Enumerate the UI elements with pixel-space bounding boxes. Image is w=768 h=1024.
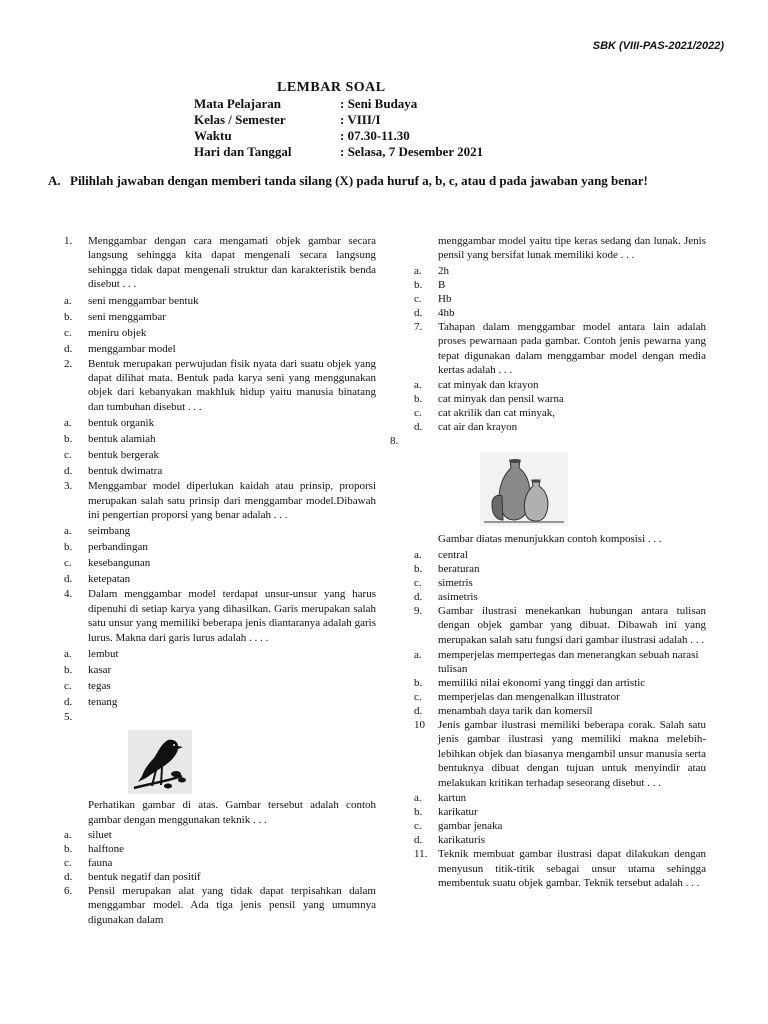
- question-7: [414, 320, 706, 378]
- option-b[interactable]: [64, 309, 376, 325]
- option-text: kasar: [88, 664, 112, 677]
- options-q4: [64, 646, 376, 710]
- option-text: tegas: [88, 680, 111, 693]
- option-letter: c.: [64, 557, 72, 570]
- question-stem: Gambar ilustrasi menekankan hubungan antara tulisan dengan objek gambar yang dibuat. Dibawah ini yang merupakan salah satu fungsi dari gambar ilustrasi adalah . . .: [438, 604, 706, 646]
- option-letter: c.: [64, 856, 72, 869]
- instruction-text: Pilihlah jawaban dengan memberi tanda silang (X) pada huruf a, b, c, atau d pada jawaban yang benar!: [70, 173, 648, 188]
- section-letter: A.: [48, 173, 61, 188]
- option-letter: c.: [414, 292, 422, 305]
- options-q8: [414, 548, 706, 604]
- option-b[interactable]: [64, 539, 376, 555]
- exam-meta: [194, 96, 483, 160]
- option-text: kartun: [438, 792, 467, 805]
- option-text: karikaturis: [438, 834, 486, 847]
- options-q2: [64, 415, 376, 479]
- option-letter: d.: [64, 342, 73, 355]
- question-stem: Jenis gambar ilustrasi memiliki beberapa corak. Salah satu jenis gambar ilustrasi yang memiliki makna melebih-lebihkan objek dan biasanya mengambil unsur manusia serta bentuknya dibuat dengan tujuan untuk menyindir atau melakukan kritikan terhadap seseorang disebut . . .: [438, 719, 706, 789]
- option-letter: a.: [64, 648, 72, 661]
- option-c[interactable]: [64, 678, 376, 694]
- option-letter: a.: [64, 294, 72, 307]
- option-d[interactable]: [64, 463, 376, 479]
- option-d[interactable]: [414, 420, 706, 434]
- option-d[interactable]: [414, 704, 706, 718]
- option-letter: d.: [414, 834, 423, 847]
- option-a[interactable]: [414, 791, 706, 805]
- option-d[interactable]: [64, 870, 376, 884]
- option-b[interactable]: [64, 662, 376, 678]
- option-a[interactable]: [64, 828, 376, 842]
- option-letter: c.: [64, 680, 72, 693]
- option-c[interactable]: [414, 292, 706, 306]
- option-b[interactable]: [414, 278, 706, 292]
- option-c[interactable]: [414, 406, 706, 420]
- option-text: halftone: [88, 842, 125, 855]
- option-letter: b.: [64, 541, 73, 554]
- question-number: 11.: [414, 848, 428, 861]
- option-text: seimbang: [88, 525, 131, 538]
- option-b[interactable]: [414, 392, 706, 406]
- option-b[interactable]: [64, 431, 376, 447]
- option-text: kesebangunan: [88, 557, 151, 570]
- question-stem: Perhatikan gambar di atas. Gambar tersebut adalah contoh gambar dengan menggunakan teknik . . .: [88, 799, 376, 826]
- question-number: 6.: [64, 884, 73, 897]
- option-letter: a.: [414, 792, 422, 805]
- question-number: 1.: [64, 235, 73, 247]
- question-2: [64, 357, 376, 415]
- option-letter: c.: [414, 407, 422, 420]
- option-letter: b.: [414, 278, 423, 291]
- option-letter: b.: [64, 433, 73, 446]
- option-a[interactable]: [64, 293, 376, 309]
- option-text: bentuk dwimatra: [88, 465, 163, 478]
- meta-row-time: [194, 128, 483, 144]
- option-text: simetris: [438, 576, 473, 589]
- option-text: B: [438, 278, 446, 291]
- option-a[interactable]: [64, 415, 376, 431]
- option-d[interactable]: [64, 571, 376, 587]
- option-letter: c.: [414, 691, 422, 704]
- question-stem: Gambar diatas menunjukkan contoh komposisi . . .: [438, 533, 662, 546]
- question-stem: Bentuk merupakan perwujudan fisik nyata dari suatu objek yang dapat dilihat mata. Bentuk pada karya seni yang menggunakan objek dari kebanyakan makhluk hidup yaitu manusia binatang dan tumbuhan disebut . . .: [88, 357, 376, 413]
- option-letter: d.: [64, 573, 73, 586]
- option-a[interactable]: [414, 264, 706, 278]
- option-letter: a.: [64, 525, 72, 538]
- option-a[interactable]: [414, 378, 706, 392]
- question-stem: Dalam menggambar model terdapat unsur-unsur yang harus dipenuhi di setiap karya yang dihasilkan. Garis merupakan salah satu unsur yang memiliki beberapa jenis diantaranya adalah garis lurus. Makna dari garis lurus adalah . . . .: [88, 588, 376, 644]
- option-letter: a.: [64, 417, 72, 430]
- option-text: bentuk bergerak: [88, 449, 159, 462]
- option-letter: b.: [414, 562, 423, 575]
- option-a[interactable]: [414, 548, 706, 562]
- meta-key: Kelas / Semester: [194, 112, 286, 127]
- meta-row-class: [194, 112, 483, 128]
- option-b[interactable]: [64, 842, 376, 856]
- option-text: fauna: [88, 856, 113, 869]
- option-text: memperjelas dan mengenalkan illustrator: [438, 691, 620, 704]
- option-letter: b.: [414, 806, 423, 819]
- option-letter: d.: [64, 465, 73, 478]
- option-text: seni menggambar bentuk: [88, 294, 199, 307]
- option-c[interactable]: [64, 447, 376, 463]
- option-text: seni menggambar: [88, 310, 166, 323]
- option-text: 2h: [438, 264, 449, 277]
- option-letter: d.: [414, 705, 423, 718]
- question-number: 8.: [390, 435, 399, 448]
- option-c[interactable]: [64, 856, 376, 870]
- option-text: asimetris: [438, 590, 478, 603]
- meta-value: : VIII/I: [340, 112, 381, 127]
- question-number: 7.: [414, 320, 423, 333]
- meta-key: Mata Pelajaran: [194, 96, 282, 111]
- option-letter: d.: [64, 870, 73, 883]
- option-text: meniru objek: [88, 326, 147, 339]
- option-text: bentuk organik: [88, 417, 155, 430]
- option-text: menggambar model: [88, 342, 176, 355]
- option-text: central: [438, 548, 468, 561]
- question-stem: Menggambar dengan cara mengamati objek gambar secara langsung sehingga kita dapat mengenali secara langsung sehingga tidak dapat mengenali struktur dan karakteristik benda disebut . . .: [88, 235, 376, 291]
- option-text: beraturan: [438, 562, 480, 575]
- option-text: siluet: [88, 828, 112, 841]
- question-8-stem-line: [414, 532, 706, 546]
- option-c[interactable]: [414, 690, 706, 704]
- option-text: gambar jenaka: [438, 820, 503, 833]
- meta-value: : Selasa, 7 Desember 2021: [340, 144, 484, 159]
- question-9: [414, 604, 706, 647]
- option-text: ketepatan: [88, 573, 131, 586]
- option-letter: b.: [64, 842, 73, 855]
- option-a[interactable]: [414, 648, 706, 676]
- option-letter: c.: [414, 576, 422, 589]
- right-column: [390, 234, 706, 890]
- option-text: 4hb: [438, 306, 455, 319]
- option-text: menambah daya tarik dan komersil: [438, 705, 593, 718]
- option-a[interactable]: [64, 646, 376, 662]
- option-letter: b.: [414, 393, 423, 406]
- option-text: memiliki nilai ekonomi yang tinggi dan artistic: [438, 677, 646, 690]
- option-text: perbandingan: [88, 541, 148, 554]
- option-letter: a.: [64, 828, 72, 841]
- question-number: 2.: [64, 357, 73, 370]
- page-title: LEMBAR SOAL: [277, 80, 386, 95]
- option-letter: a.: [414, 649, 422, 662]
- options-q5: [64, 828, 376, 884]
- options-q3: [64, 523, 376, 587]
- question-5: [64, 710, 376, 827]
- option-letter: b.: [64, 664, 73, 677]
- options-q1: [64, 293, 376, 357]
- options-q9: [414, 648, 706, 718]
- option-letter: c.: [64, 326, 72, 339]
- vase-drawing-icon: [480, 452, 568, 526]
- question-number: 10: [414, 719, 425, 732]
- question-8: [390, 434, 706, 546]
- option-text: cat minyak dan krayon: [438, 379, 539, 392]
- question-number: 5.: [64, 711, 73, 724]
- vase-still-life-image: [480, 452, 568, 526]
- question-stem: Menggambar model diperlukan kaidah atau prinsip, proporsi merupakan salah satu prinsip dari menggambar model.Dibawah ini pengertian proporsi yang benar adalah . . .: [88, 480, 376, 522]
- question-4: [64, 587, 376, 645]
- question-number: 9.: [414, 604, 423, 617]
- option-text: cat akrilik dan cat minyak,: [438, 407, 555, 420]
- question-10: [414, 718, 706, 790]
- question-3: [64, 479, 376, 522]
- option-text: karikatur: [438, 806, 478, 819]
- option-text: cat minyak dan pensil warna: [438, 393, 564, 406]
- bird-silhouette-image: [128, 730, 192, 794]
- option-d[interactable]: [414, 306, 706, 320]
- option-d[interactable]: [414, 590, 706, 604]
- option-c[interactable]: [64, 555, 376, 571]
- option-text: cat air dan krayon: [438, 421, 518, 434]
- option-b[interactable]: [414, 676, 706, 690]
- question-6-continued: menggambar model yaitu tipe keras sedang dan lunak. Jenis pensil yang bersifat lunak memiliki kode . . .: [438, 235, 706, 262]
- option-d[interactable]: [64, 341, 376, 357]
- option-text: tenang: [88, 696, 118, 709]
- option-letter: d.: [414, 421, 423, 434]
- option-c[interactable]: [414, 819, 706, 833]
- option-letter: d.: [64, 696, 73, 709]
- question-11: [414, 847, 706, 890]
- meta-value: : Seni Budaya: [340, 96, 418, 111]
- option-text: Hb: [438, 292, 452, 305]
- left-column: [64, 234, 376, 927]
- option-c[interactable]: [64, 325, 376, 341]
- question-stem: Pensil merupakan alat yang tidak dapat terpisahkan dalam menggambar model. Ada tiga jenis pensil yang umumnya digunakan dalam: [88, 884, 376, 926]
- question-6: [64, 884, 376, 927]
- option-letter: d.: [414, 590, 423, 603]
- option-text: bentuk alamiah: [88, 433, 156, 446]
- option-letter: c.: [414, 820, 422, 833]
- options-q10: [414, 791, 706, 847]
- options-q6: [414, 264, 706, 320]
- exam-code: SBK (VIII-PAS-2021/2022): [592, 40, 724, 52]
- meta-row-subject: [194, 96, 483, 112]
- question-number: 4.: [64, 588, 73, 601]
- option-letter: b.: [64, 310, 73, 323]
- option-text: memperjelas mempertegas dan menerangkan sebuah narasi tulisan: [438, 649, 699, 676]
- option-letter: d.: [414, 306, 423, 319]
- option-letter: a.: [414, 264, 422, 277]
- instruction: [48, 171, 728, 190]
- option-d[interactable]: [64, 694, 376, 710]
- meta-key: Hari dan Tanggal: [194, 144, 292, 159]
- option-a[interactable]: [64, 523, 376, 539]
- option-d[interactable]: [414, 833, 706, 847]
- option-letter: a.: [414, 548, 422, 561]
- option-letter: c.: [64, 449, 72, 462]
- meta-row-date: [194, 144, 483, 160]
- option-letter: a.: [414, 379, 422, 392]
- question-stem: Tahapan dalam menggambar model antara lain adalah proses pewarnaan pada gambar. Contoh jenis pewarna yang tepat digunakan dalam menggambar model dengan media kertas adalah . . .: [438, 320, 706, 377]
- question-stem: Teknik membuat gambar ilustrasi dapat dilakukan dengan menyusun titik-titik sebagai unsur utama sehingga membentuk suatu objek gambar. Teknik tersebut adalah . . .: [438, 848, 706, 889]
- option-letter: b.: [414, 677, 423, 690]
- options-q7: [414, 378, 706, 434]
- option-b[interactable]: [414, 805, 706, 819]
- option-c[interactable]: [414, 576, 706, 590]
- question-number: 3.: [64, 480, 73, 493]
- meta-value: : 07.30-11.30: [340, 128, 410, 143]
- question-1: [64, 234, 376, 292]
- option-text: lembut: [88, 648, 119, 661]
- bird-silhouette-icon: [128, 730, 192, 794]
- meta-key: Waktu: [194, 128, 232, 143]
- option-text: bentuk negatif dan positif: [88, 870, 201, 883]
- option-b[interactable]: [414, 562, 706, 576]
